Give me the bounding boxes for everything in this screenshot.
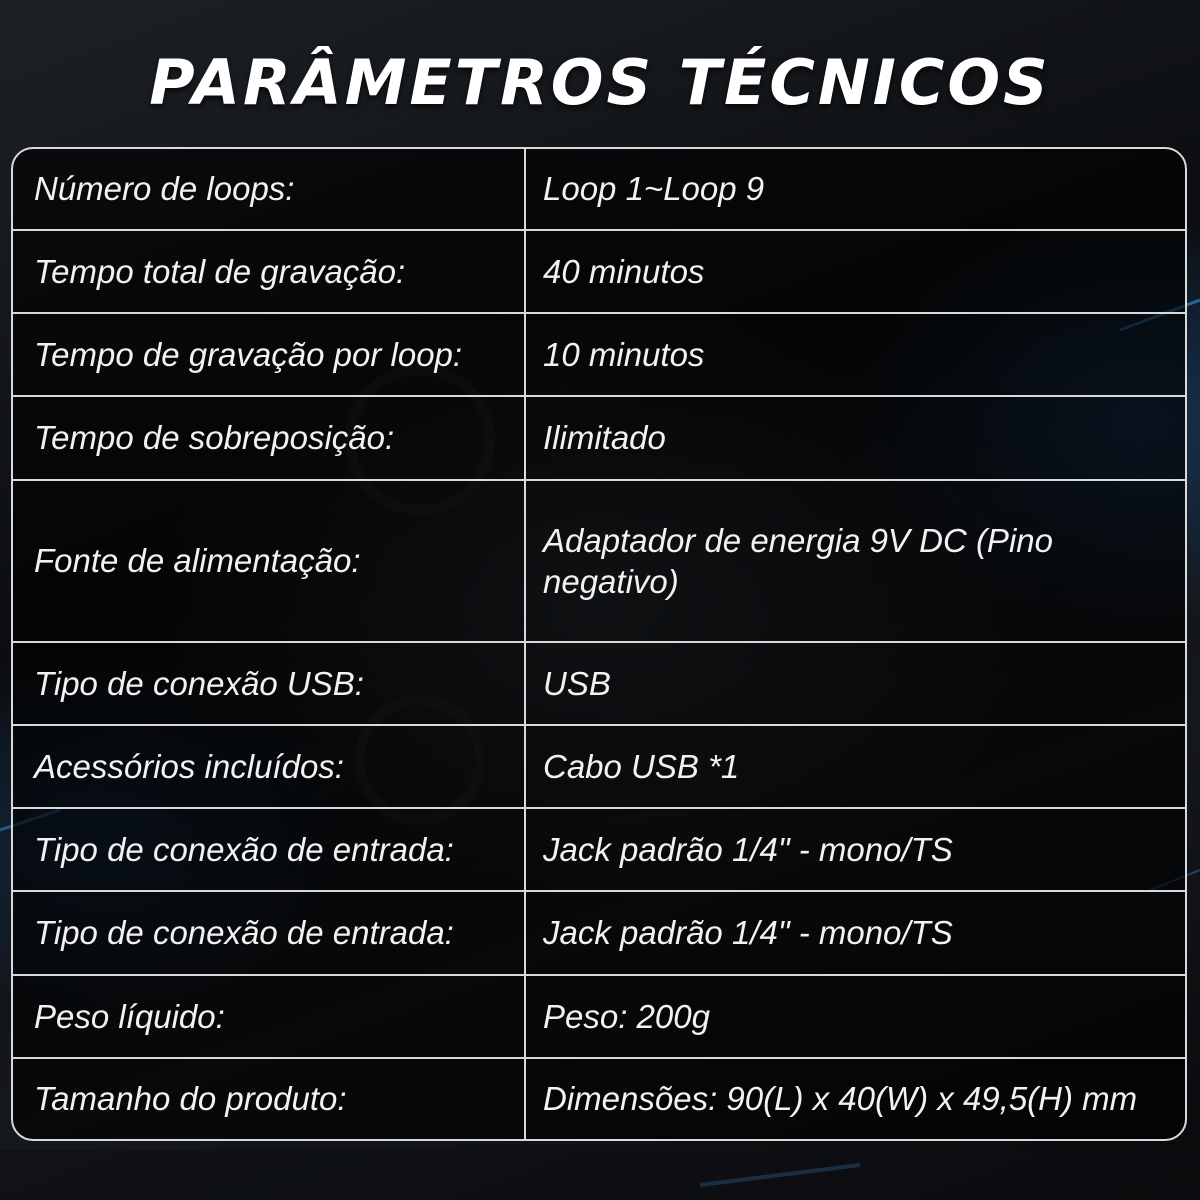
spec-row <box>13 149 1185 230</box>
spec-value: USB <box>525 642 1185 725</box>
spec-label: Tempo de sobreposição: <box>13 396 525 479</box>
page-title: PARÂMETROS TÉCNICOS <box>149 46 1051 119</box>
spec-label: Fonte de alimentação: <box>13 480 525 642</box>
spec-row <box>13 891 1185 974</box>
spec-table <box>11 147 1187 1141</box>
spec-row <box>13 396 1185 479</box>
spec-label: Acessórios incluídos: <box>13 725 525 808</box>
spec-label: Número de loops: <box>13 149 525 230</box>
spec-value: Cabo USB *1 <box>525 725 1185 808</box>
spec-row <box>13 480 1185 642</box>
spec-label: Tempo de gravação por loop: <box>13 313 525 396</box>
spec-value: Ilimitado <box>525 396 1185 479</box>
spec-label: Tipo de conexão de entrada: <box>13 808 525 891</box>
spec-row <box>13 642 1185 725</box>
spec-label: Tamanho do produto: <box>13 1058 525 1139</box>
spec-value: Jack padrão 1/4" - mono/TS <box>525 891 1185 974</box>
spec-row <box>13 725 1185 808</box>
spec-row <box>13 975 1185 1058</box>
spec-value: Peso: 200g <box>525 975 1185 1058</box>
spec-value: Dimensões: 90(L) x 40(W) x 49,5(H) mm <box>543 1080 1138 1118</box>
spec-value: Adaptador de energia 9V DC (Pino negativo) <box>525 480 1185 642</box>
spec-value: Loop 1~Loop 9 <box>525 149 1185 230</box>
spec-row <box>13 313 1185 396</box>
spec-label: Peso líquido: <box>13 975 525 1058</box>
spec-label: Tempo total de gravação: <box>13 230 525 313</box>
spec-label: Tipo de conexão de entrada: <box>13 891 525 974</box>
spec-value: 10 minutos <box>525 313 1185 396</box>
spec-row <box>13 230 1185 313</box>
spec-value: Jack padrão 1/4" - mono/TS <box>525 808 1185 891</box>
spec-label: Tipo de conexão USB: <box>13 642 525 725</box>
spec-row <box>13 1058 1185 1139</box>
spec-row <box>13 808 1185 891</box>
spec-value: 40 minutos <box>525 230 1185 313</box>
